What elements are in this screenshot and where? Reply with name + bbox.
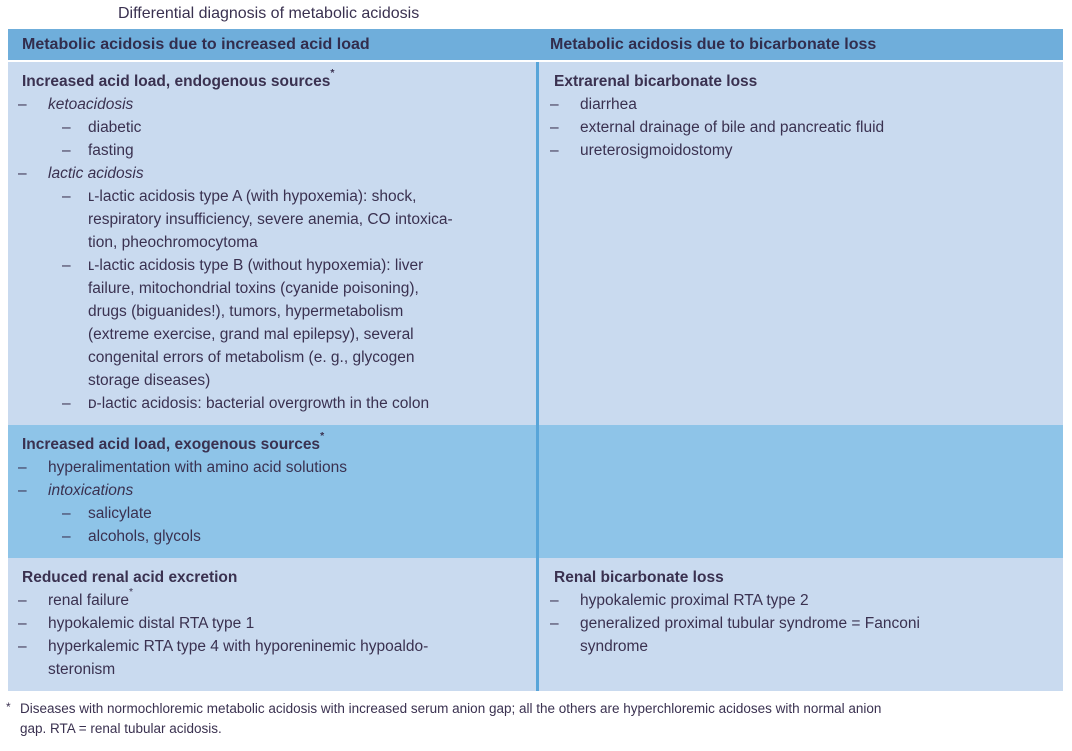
dash-bullet: – xyxy=(62,188,71,205)
list-item-text: diabetic xyxy=(88,119,142,136)
table-header-right: Metabolic acidosis due to bicarbonate loss xyxy=(550,35,877,53)
dash-bullet: – xyxy=(18,482,27,499)
list-item xyxy=(62,392,524,415)
list-item xyxy=(550,93,1051,116)
list-item-text: ʟ-lactic acidosis type A (with hypoxemia): shock, respiratory insufficiency, severe anemia, CO intoxica- tion, pheochromocytoma xyxy=(88,188,453,251)
list-item xyxy=(18,635,524,681)
cell-heading: Extrarenal bicarbonate loss xyxy=(554,73,758,90)
list-item-text: ʟ-lactic acidosis type B (without hypoxemia): liver failure, mitochondrial toxins (cyanide poisoning), drugs (biguanides!), tumors, hypermetabolism (extreme exercise, grand mal epilepsy), several congenital errors of metabolism (e. g., glycogen storage diseases) xyxy=(88,257,424,389)
list-item-text: diarrhea xyxy=(580,96,637,113)
list-item xyxy=(62,116,524,139)
table-cell-right-row-2 xyxy=(536,425,1063,558)
list-item xyxy=(550,139,1051,162)
list-item-text: lactic acidosis xyxy=(48,165,144,182)
list-item-text: generalized proximal tubular syndrome = Fanconi syndrome xyxy=(580,615,920,655)
dash-bullet: – xyxy=(18,638,27,655)
list-item xyxy=(62,139,524,162)
list-item-text: alcohols, glycols xyxy=(88,528,201,545)
list-item-text: hypokalemic distal RTA type 1 xyxy=(48,615,255,632)
table-cell-left-row-1 xyxy=(8,62,536,425)
list-item-text: ketoacidosis xyxy=(48,96,134,113)
list-item xyxy=(550,589,1051,612)
list-item xyxy=(18,93,524,116)
dash-bullet: – xyxy=(18,615,27,632)
list-item-text: intoxications xyxy=(48,482,134,499)
page-title: Differential diagnosis of metabolic acidosis xyxy=(118,5,420,22)
list-item xyxy=(550,612,1051,658)
dash-bullet: – xyxy=(62,505,71,522)
dash-bullet: – xyxy=(550,592,559,609)
dash-bullet: – xyxy=(18,459,27,476)
table-cell-left-row-2 xyxy=(8,425,536,558)
list-item-text: fasting xyxy=(88,142,134,159)
table-cell-right-row-1 xyxy=(536,62,1063,425)
cell-heading: Increased acid load, exogenous sources* xyxy=(22,429,325,453)
cell-heading: Increased acid load, endogenous sources* xyxy=(22,66,335,90)
list-item-text: ureterosigmoidostomy xyxy=(580,142,733,159)
list-item xyxy=(18,479,524,502)
list-item xyxy=(550,116,1051,139)
dash-bullet: – xyxy=(18,96,27,113)
dash-bullet: – xyxy=(550,142,559,159)
dash-bullet: – xyxy=(550,615,559,632)
diagnosis-table xyxy=(8,29,1063,691)
list-item-text: hyperkalemic RTA type 4 with hyporeninemic hypoaldo- steronism xyxy=(48,638,429,678)
dash-bullet: – xyxy=(18,592,27,609)
cell-heading: Reduced renal acid excretion xyxy=(22,569,238,586)
list-item-text: hyperalimentation with amino acid solutions xyxy=(48,459,347,476)
list-item xyxy=(62,502,524,525)
list-item xyxy=(62,525,524,548)
list-item xyxy=(18,585,524,612)
list-item-text: renal failure* xyxy=(48,585,134,609)
table-footnote xyxy=(0,699,1072,739)
dash-bullet: – xyxy=(18,165,27,182)
dash-bullet: – xyxy=(550,119,559,136)
footnote-asterisk: * xyxy=(6,700,11,714)
table-body xyxy=(8,62,1063,691)
table-cell-left-row-3 xyxy=(8,558,536,691)
list-item xyxy=(18,162,524,185)
table-header-left: Metabolic acidosis due to increased acid load xyxy=(22,35,370,53)
cell-heading: Renal bicarbonate loss xyxy=(554,569,724,586)
dash-bullet: – xyxy=(62,142,71,159)
dash-bullet: – xyxy=(62,119,71,136)
dash-bullet: – xyxy=(550,96,559,113)
table-cell-right-row-3 xyxy=(536,558,1063,691)
list-item xyxy=(18,456,524,479)
list-item-text: ᴅ-lactic acidosis: bacterial overgrowth in the colon xyxy=(88,395,430,412)
table-row-1 xyxy=(8,62,1063,425)
footnote-text: Diseases with normochloremic metabolic acidosis with increased serum anion gap; all the others are hyperchloremic acidoses with normal anion gap. RTA = renal tubular acidosis. xyxy=(20,701,882,736)
list-item-text: hypokalemic proximal RTA type 2 xyxy=(580,592,809,609)
dash-bullet: – xyxy=(62,528,71,545)
dash-bullet: – xyxy=(62,395,71,412)
table-row-2 xyxy=(8,425,1063,558)
list-item-text: external drainage of bile and pancreatic fluid xyxy=(580,119,885,136)
list-item xyxy=(62,254,524,392)
list-item xyxy=(18,612,524,635)
list-item-text: salicylate xyxy=(88,505,152,522)
table-row-3 xyxy=(8,558,1063,691)
list-item xyxy=(62,185,524,254)
dash-bullet: – xyxy=(62,257,71,274)
table-header-row xyxy=(8,29,1063,60)
